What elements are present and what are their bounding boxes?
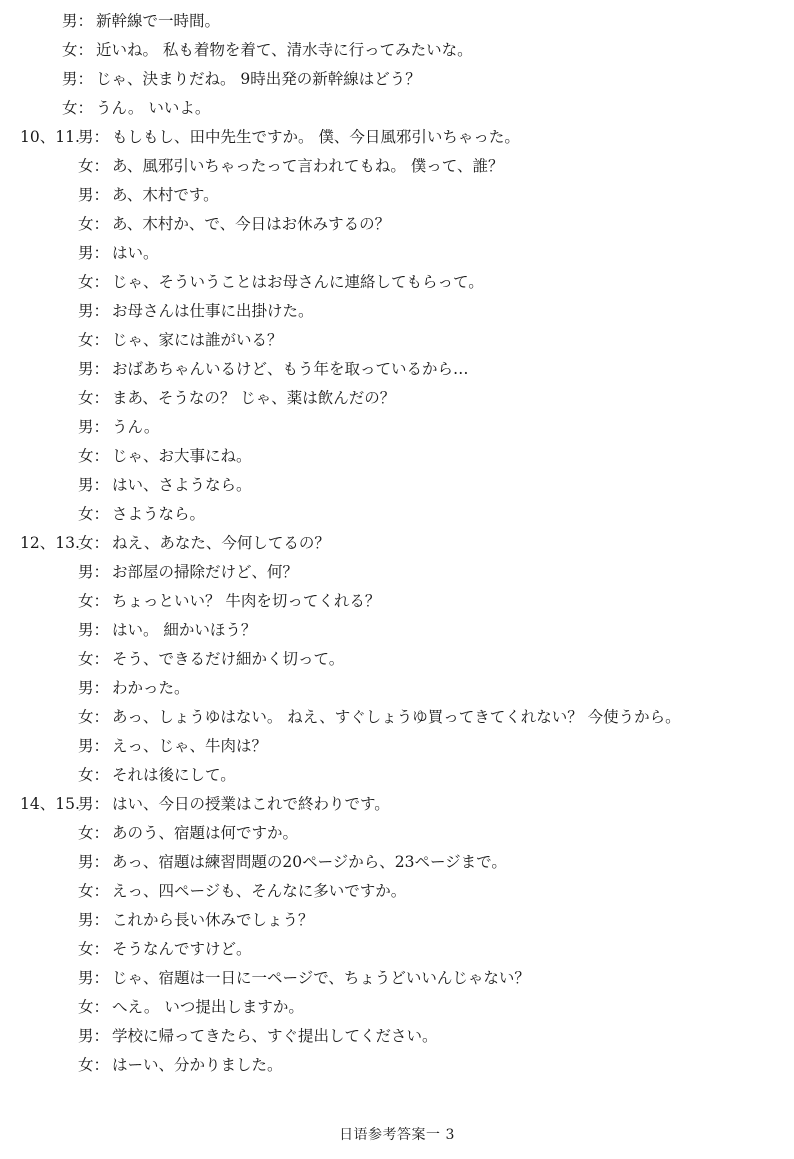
speaker-label: 女： — [78, 447, 110, 465]
dialogue-text: ねえ、あなた、今何してるの？ — [112, 534, 330, 552]
speaker-label: 男： — [78, 128, 110, 146]
dialogue-line — [0, 587, 794, 615]
dialogue-line — [0, 906, 794, 934]
speaker-label: 女： — [78, 766, 110, 784]
dialogue-text: それは後にして。 — [112, 766, 236, 784]
speaker-label: 女： — [78, 273, 110, 291]
speaker-label: 男： — [78, 476, 110, 494]
question-number: 10、11. — [20, 128, 80, 146]
dialogue-text: 近いね。 私も着物を着て、清水寺に行ってみたいな。 — [96, 41, 473, 59]
dialogue-line — [0, 732, 794, 760]
dialogue-line — [0, 645, 794, 673]
speaker-label: 女： — [78, 534, 110, 552]
dialogue-line — [0, 935, 794, 963]
dialogue-line — [0, 94, 794, 122]
speaker-label: 男： — [78, 969, 110, 987]
dialogue-text: これから長い休みでしょう？ — [112, 911, 314, 929]
dialogue-line — [0, 761, 794, 789]
dialogue-text: もしもし、田中先生ですか。 僕、今日風邪引いちゃった。 — [112, 128, 520, 146]
dialogue-line — [0, 181, 794, 209]
dialogue-text: そう、できるだけ細かく切って。 — [112, 650, 345, 668]
dialogue-line — [0, 500, 794, 528]
speaker-label: 男： — [78, 1027, 110, 1045]
speaker-label: 男： — [78, 186, 110, 204]
speaker-label: 女： — [78, 331, 110, 349]
speaker-label: 女： — [62, 41, 94, 59]
dialogue-line — [0, 65, 794, 93]
speaker-label: 男： — [62, 70, 94, 88]
speaker-label: 女： — [78, 505, 110, 523]
speaker-label: 男： — [78, 911, 110, 929]
dialogue-text: 新幹線で一時間。 — [96, 12, 221, 30]
speaker-label: 女： — [78, 1056, 110, 1074]
dialogue-text: はい、今日の授業はこれで終わりです。 — [112, 795, 390, 813]
speaker-label: 男： — [78, 679, 110, 697]
dialogue-line — [0, 558, 794, 586]
speaker-label: 男： — [78, 360, 110, 378]
dialogue-text: あ、木村です。 — [112, 186, 219, 204]
dialogue-text: おばあちゃんいるけど、もう年を取っているから… — [112, 360, 469, 378]
speaker-label: 女： — [78, 157, 110, 175]
speaker-label: 男： — [78, 621, 110, 639]
speaker-label: 女： — [78, 389, 110, 407]
dialogue-line — [0, 384, 794, 412]
dialogue-line — [0, 36, 794, 64]
speaker-label: 男： — [78, 244, 110, 262]
dialogue-text: はい。 — [112, 244, 159, 262]
dialogue-text: えっ、じゃ、牛肉は？ — [112, 737, 268, 755]
speaker-label: 女： — [78, 215, 110, 233]
speaker-label: 男： — [78, 853, 110, 871]
question-number: 14、15. — [20, 795, 80, 813]
dialogue-text: そうなんですけど。 — [112, 940, 252, 958]
dialogue-text: はーい、分かりました。 — [112, 1056, 283, 1074]
speaker-label: 女： — [62, 99, 94, 117]
dialogue-line — [0, 674, 794, 702]
dialogue-line — [0, 123, 794, 151]
dialogue-line — [0, 152, 794, 180]
speaker-label: 女： — [78, 708, 110, 726]
speaker-label: 男： — [78, 795, 110, 813]
speaker-label: 女： — [78, 824, 110, 842]
dialogue-line — [0, 471, 794, 499]
dialogue-text: あっ、宿題は練習問題の20ページから、23ページまで。 — [112, 853, 507, 871]
dialogue-text: うん。 — [112, 418, 160, 436]
dialogue-text: じゃ、決まりだね。 9時出発の新幹線はどう？ — [96, 70, 421, 88]
dialogue-text: へえ。 いつ提出しますか。 — [112, 998, 304, 1016]
speaker-label: 男： — [62, 12, 94, 30]
speaker-label: 女： — [78, 882, 110, 900]
dialogue-text: さようなら。 — [112, 505, 206, 523]
speaker-label: 女： — [78, 998, 110, 1016]
dialogue-text: うん。 いいよ。 — [96, 99, 211, 117]
dialogue-text: あっ、しょうゆはない。 ねえ、すぐしょうゆ買ってきてくれない？ 今使うから。 — [112, 708, 681, 726]
dialogue-text: ちょっといい？ 牛肉を切ってくれる？ — [112, 592, 381, 610]
dialogue-line — [0, 993, 794, 1021]
dialogue-line — [0, 703, 794, 731]
dialogue-text: はい。 細かいほう？ — [112, 621, 257, 639]
question-number: 12、13. — [20, 534, 80, 552]
speaker-label: 女： — [78, 592, 110, 610]
dialogue-line — [0, 442, 794, 470]
speaker-label: 女： — [78, 940, 110, 958]
page-footer: 日语参考答案一 3 — [339, 1127, 455, 1143]
speaker-label: 女： — [78, 650, 110, 668]
speaker-label: 男： — [78, 563, 110, 581]
dialogue-line — [0, 7, 794, 35]
dialogue-line — [0, 616, 794, 644]
dialogue-line — [0, 268, 794, 296]
dialogue-text: お母さんは仕事に出掛けた。 — [112, 302, 314, 320]
dialogue-line — [0, 1051, 794, 1079]
dialogue-line — [0, 297, 794, 325]
dialogue-line — [0, 848, 794, 876]
dialogue-text: あ、木村か、で、今日はお休みするの？ — [112, 215, 391, 233]
dialogue-line — [0, 964, 794, 992]
dialogue-line — [0, 239, 794, 267]
dialogue-text: 学校に帰ってきたら、すぐ提出してください。 — [112, 1027, 438, 1045]
dialogue-text: じゃ、そういうことはお母さんに連絡してもらって。 — [112, 273, 484, 291]
dialogue-text: じゃ、お大事にね。 — [112, 447, 252, 465]
speaker-label: 男： — [78, 418, 110, 436]
dialogue-line — [0, 355, 794, 383]
speaker-label: 男： — [78, 302, 110, 320]
dialogue-line — [0, 819, 794, 847]
dialogue-line — [0, 877, 794, 905]
dialogue-line — [0, 529, 794, 557]
dialogue-text: お部屋の掃除だけど、何？ — [112, 563, 299, 581]
dialogue-text: あのう、宿題は何ですか。 — [112, 824, 299, 842]
speaker-label: 男： — [78, 737, 110, 755]
dialogue-text: じゃ、家には誰がいる？ — [112, 331, 283, 349]
dialogue-line — [0, 326, 794, 354]
dialogue-line — [0, 210, 794, 238]
dialogue-line — [0, 1022, 794, 1050]
dialogue-text: えっ、四ページも、そんなに多いですか。 — [112, 882, 407, 900]
dialogue-text: わかった。 — [112, 679, 190, 697]
dialogue-text: はい、さようなら。 — [112, 476, 252, 494]
dialogue-line — [0, 413, 794, 441]
dialogue-text: まあ、そうなの？ じゃ、薬は飲んだの？ — [112, 389, 396, 407]
dialogue-line — [0, 790, 794, 818]
dialogue-text: じゃ、宿題は一日に一ページで、ちょうどいいんじゃない？ — [112, 969, 530, 987]
dialogue-text: あ、風邪引いちゃったって言われてもね。 僕って、誰？ — [112, 157, 504, 175]
